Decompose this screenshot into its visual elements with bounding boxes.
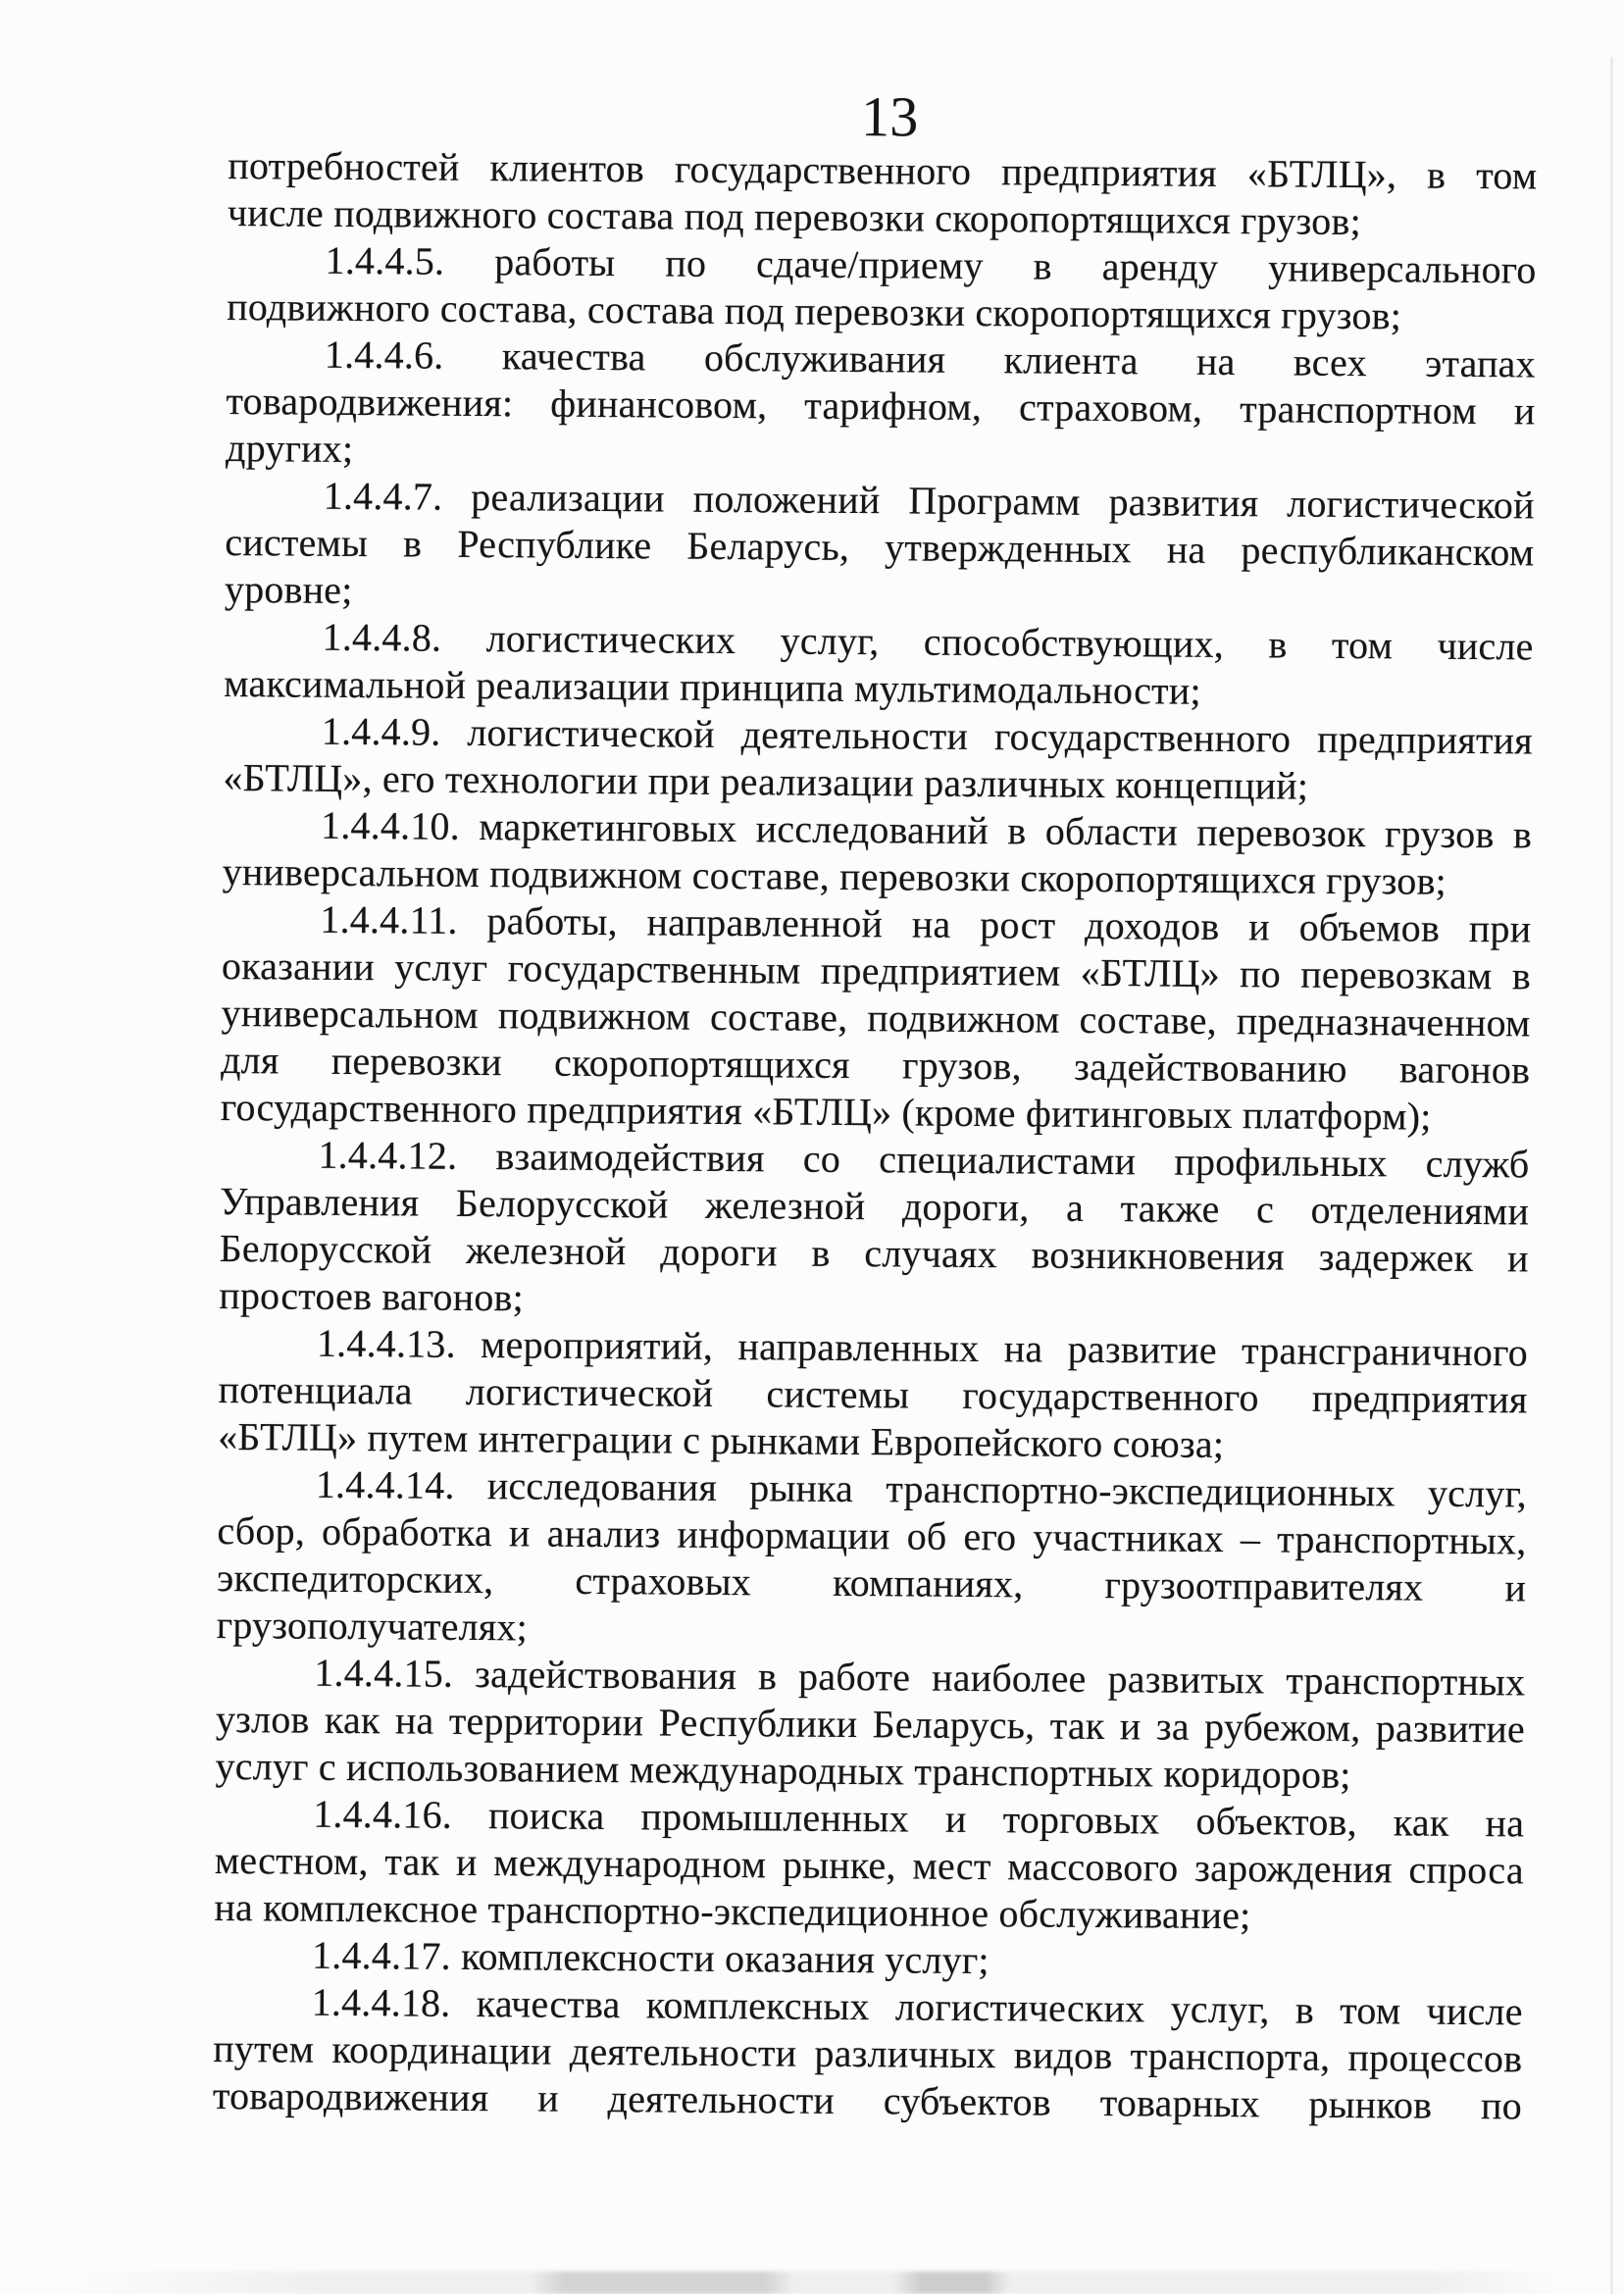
paragraph-line: 1.4.4.15. задействования в работе наиболее развитых транспортных: [314, 1650, 1526, 1705]
paragraph-line: товародвижения: финансовом, тарифном, страховом, транспортном и: [226, 378, 1536, 433]
paragraph-line: экспедиторских, страховых компаниях, грузоотправителях и: [216, 1555, 1527, 1610]
paragraph-line: 1.4.4.7. реализации положений Программ развития логистической: [323, 473, 1535, 528]
paragraph-line: для перевозки скоропортящихся грузов, задействованию вагонов: [221, 1037, 1531, 1093]
intro-line: числе подвижного состава под перевозки скоропортящихся грузов;: [227, 189, 1362, 244]
paragraph-line: 1.4.4.6. качества обслуживания клиента на всех этапах: [324, 331, 1537, 386]
paragraph-line: 1.4.4.18. качества комплексных логистических услуг, в том числе: [311, 1979, 1523, 2034]
paragraph-line: универсальном подвижном составе, подвижном составе, предназначенном: [221, 990, 1531, 1045]
paragraph-line: 1.4.4.13. мероприятий, направленных на развитие трансграничного: [316, 1320, 1529, 1375]
paragraph-line: универсальном подвижном составе, перевозки скоропортящихся грузов;: [222, 848, 1447, 903]
paragraph-line: сбор, обработка и анализ информации об его участниках – транспортных,: [217, 1507, 1527, 1563]
paragraph-line: максимальной реализации принципа мультимодальности;: [224, 660, 1201, 713]
paragraph-line: 1.4.4.17. комплексности оказания услуг;: [311, 1932, 990, 1983]
paragraph-line: 1.4.4.8. логистических услуг, способствующих, в том числе: [322, 614, 1534, 669]
text-column: [212, 84, 1538, 2129]
paragraph-line: 1.4.4.12. взаимодействия со специалистами профильных служб: [318, 1132, 1530, 1187]
paragraph-line: Белорусской железной дороги в случаях возникновения задержек и: [219, 1225, 1529, 1281]
paragraph-line: Управления Белорусской железной дороги, а также с отделениями: [219, 1178, 1530, 1234]
paragraph-line: местном, так и международном рынке, мест массового зарождения спроса: [214, 1837, 1524, 1893]
intro-line: потребностей клиентов государственного предприятия «БТЛЦ», в том: [228, 142, 1538, 198]
scan-bottom-artifact: [0, 2271, 1624, 2294]
paragraph-line: системы в Республике Беларусь, утвержденных на республиканском: [225, 519, 1535, 575]
paragraph-line: 1.4.4.16. поиска промышленных и торговых объектов, как на: [313, 1791, 1525, 1846]
paragraph-line: товародвижения и деятельности субъектов товарных рынков по: [212, 2072, 1523, 2128]
scan-edge-line: [1610, 57, 1613, 2294]
paragraph-line: услуг с использованием международных транспортных коридоров;: [215, 1743, 1351, 1798]
paragraph-line: оказании услуг государственным предприятием «БТЛЦ» по перевозкам в: [221, 943, 1532, 998]
page-number: 13: [860, 84, 919, 149]
paragraph-line: путем координации деятельности различных видов транспорта, процессов: [213, 2025, 1523, 2081]
paragraph-line: 1.4.4.9. логистической деятельности государственного предприятия: [321, 708, 1533, 763]
paragraph-line: 1.4.4.10. маркетинговых исследований в области перевозок грузов в: [320, 802, 1533, 857]
paragraph-line: «БТЛЦ» путем интеграции с рынками Европейского союза;: [218, 1413, 1225, 1467]
paragraph-line: государственного предприятия «БТЛЦ» (кроме фитинговых платформ);: [220, 1084, 1432, 1139]
paragraph-line: «БТЛЦ», его технологии при реализации различных концепций;: [223, 754, 1309, 808]
paragraph-line: простоев вагонов;: [219, 1272, 525, 1320]
paragraph-line: подвижного состава, состава под перевозки скоропортящихся грузов;: [227, 283, 1402, 338]
paragraph-line: уровне;: [224, 566, 353, 613]
paragraph-line: узлов как на территории Республики Беларусь, так и за рубежом, развитие: [215, 1696, 1526, 1752]
paragraph-line: потенциала логистической системы государственного предприятия: [218, 1366, 1528, 1422]
paragraph-line: 1.4.4.14. исследования рынка транспортно-экспедиционных услуг,: [315, 1461, 1527, 1516]
paragraph-line: 1.4.4.5. работы по сдаче/приему в аренду универсального: [325, 237, 1537, 292]
paragraph-line: других;: [225, 425, 354, 472]
paragraph-line: грузополучателях;: [216, 1602, 529, 1650]
paragraph-line: на комплексное транспортно-экспедиционное обслуживание;: [214, 1884, 1251, 1938]
paragraph-line: 1.4.4.11. работы, направленной на рост доходов и объемов при: [320, 896, 1532, 951]
